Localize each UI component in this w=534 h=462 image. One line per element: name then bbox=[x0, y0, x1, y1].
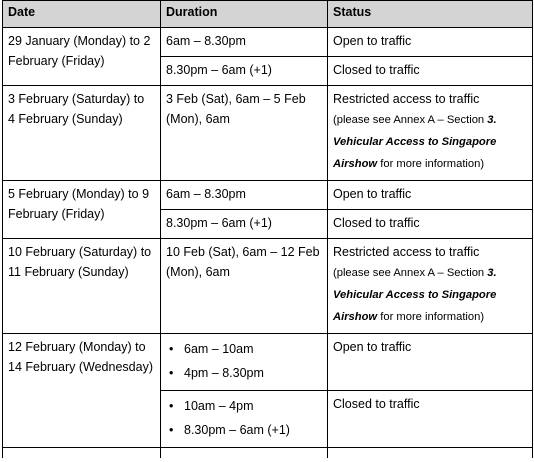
duration-cell: 10 Feb (Sat), 6am – 12 Feb (Mon), 6am bbox=[161, 239, 328, 334]
table-row bbox=[3, 28, 533, 57]
status-note-section: 3. Vehicular Access to Singapore Airshow bbox=[333, 114, 497, 170]
duration-cell bbox=[161, 391, 328, 448]
date-cell: 29 January (Monday) to 2 February (Friday) bbox=[3, 28, 161, 86]
date-cell: 3 February (Saturday) to 4 February (Sunday) bbox=[3, 86, 161, 181]
date-cell: 10 February (Saturday) to 11 February (Sunday) bbox=[3, 239, 161, 334]
bullet-icon: • bbox=[169, 342, 174, 356]
duration-text: 4pm – 8.30pm bbox=[184, 366, 264, 380]
duration-list-item bbox=[166, 361, 321, 385]
status-cell bbox=[328, 86, 533, 181]
continuation-cell bbox=[328, 448, 533, 459]
bullet-icon: • bbox=[169, 366, 174, 380]
continuation-cell bbox=[3, 448, 161, 459]
duration-list-item bbox=[166, 394, 321, 418]
status-note-section: 3. Vehicular Access to Singapore Airshow bbox=[333, 267, 497, 323]
status-cell: Closed to traffic bbox=[328, 391, 533, 448]
header-status: Status bbox=[328, 1, 533, 28]
status-cell: Open to traffic bbox=[328, 334, 533, 391]
traffic-schedule-table bbox=[2, 0, 533, 458]
duration-cell: 8.30pm – 6am (+1) bbox=[161, 57, 328, 86]
duration-list bbox=[166, 337, 321, 385]
header-date: Date bbox=[3, 1, 161, 28]
header-row bbox=[3, 1, 533, 28]
bullet-icon: • bbox=[169, 423, 174, 437]
status-note-suffix: for more information) bbox=[377, 311, 485, 323]
duration-list-item bbox=[166, 337, 321, 361]
status-note bbox=[333, 262, 526, 328]
duration-cell: 6am – 8.30pm bbox=[161, 28, 328, 57]
status-note-suffix: for more information) bbox=[377, 158, 485, 170]
bullet-icon: • bbox=[169, 399, 174, 413]
header-duration: Duration bbox=[161, 1, 328, 28]
duration-text: 8.30pm – 6am (+1) bbox=[184, 423, 290, 437]
status-cell: Closed to traffic bbox=[328, 57, 533, 86]
status-main: Restricted access to traffic bbox=[333, 92, 480, 106]
duration-cell: 8.30pm – 6am (+1) bbox=[161, 210, 328, 239]
status-cell: Open to traffic bbox=[328, 28, 533, 57]
status-note-prefix: (please see Annex A – Section bbox=[333, 267, 488, 279]
duration-text: 6am – 10am bbox=[184, 342, 254, 356]
status-note bbox=[333, 109, 526, 175]
date-cell: 12 February (Monday) to 14 February (Wednesday) bbox=[3, 334, 161, 448]
continuation-cell bbox=[161, 448, 328, 459]
duration-cell: 3 Feb (Sat), 6am – 5 Feb (Mon), 6am bbox=[161, 86, 328, 181]
status-main: Restricted access to traffic bbox=[333, 245, 480, 259]
status-cell: Open to traffic bbox=[328, 181, 533, 210]
table-row bbox=[3, 86, 533, 181]
duration-list bbox=[166, 394, 321, 442]
status-cell bbox=[328, 239, 533, 334]
status-cell: Closed to traffic bbox=[328, 210, 533, 239]
date-cell: 5 February (Monday) to 9 February (Friday) bbox=[3, 181, 161, 239]
table-row bbox=[3, 239, 533, 334]
status-note-prefix: (please see Annex A – Section bbox=[333, 114, 488, 126]
duration-cell: 6am – 8.30pm bbox=[161, 181, 328, 210]
table-row-continuation bbox=[3, 448, 533, 459]
table-row bbox=[3, 181, 533, 210]
duration-list-item bbox=[166, 418, 321, 442]
duration-text: 10am – 4pm bbox=[184, 399, 254, 413]
duration-cell bbox=[161, 334, 328, 391]
table-row bbox=[3, 334, 533, 391]
